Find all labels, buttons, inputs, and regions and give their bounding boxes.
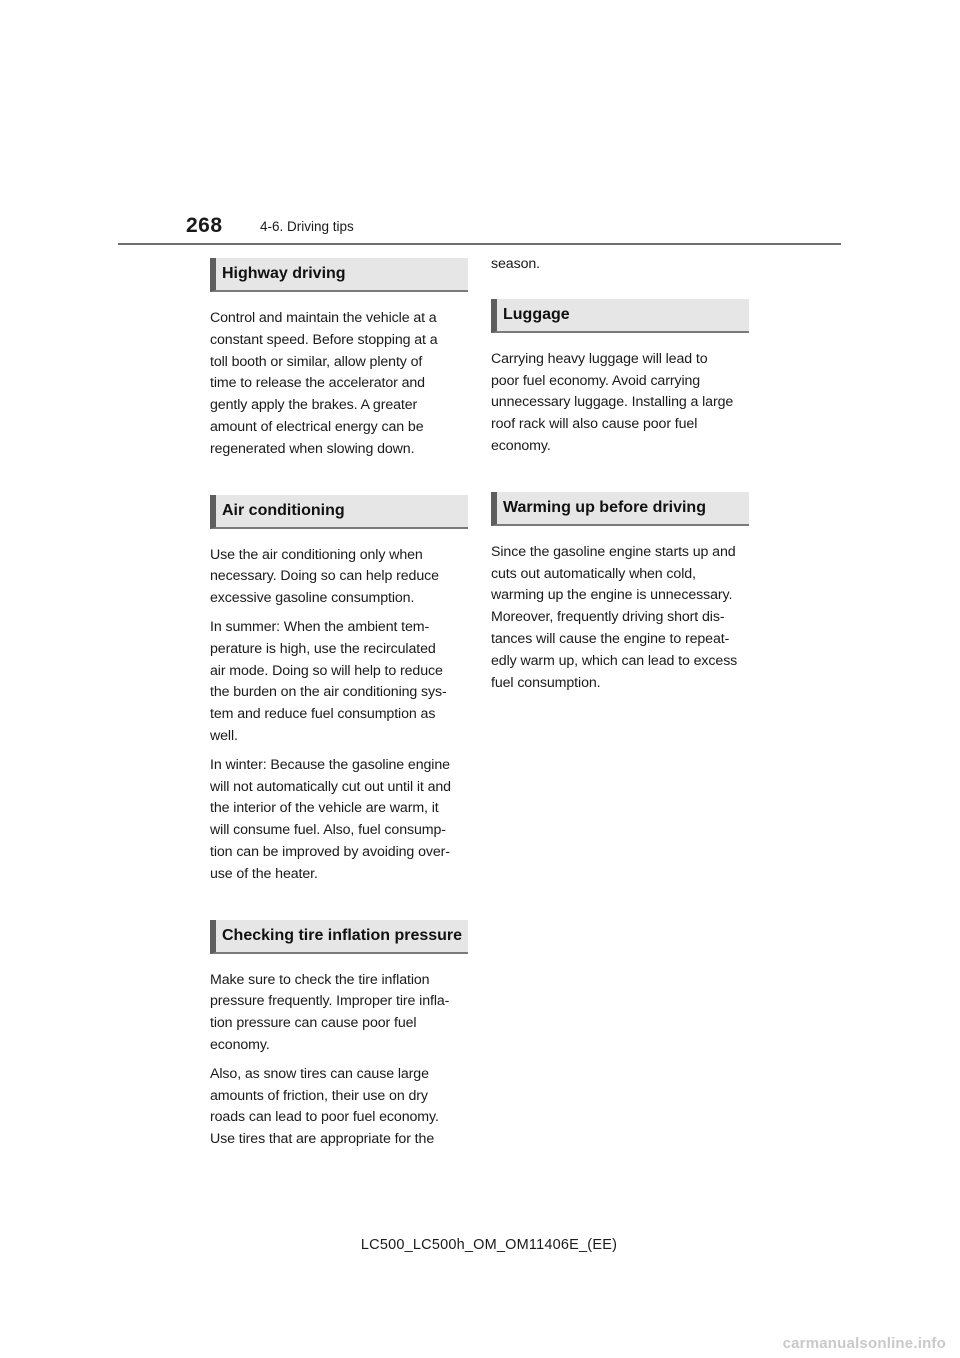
text-line: poor fuel economy. Avoid carrying [491, 372, 701, 389]
chapter-title: 4-6. Driving tips [260, 219, 354, 234]
text-line: roads can lead to poor fuel economy. [210, 1109, 439, 1126]
text-line: amounts of friction, their use on dry [210, 1087, 428, 1104]
text-line: gently apply the brakes. A greater [210, 397, 418, 414]
paragraph-warming-up [491, 542, 749, 695]
text-line: tances will cause the engine to repeat- [491, 630, 730, 647]
watermark: carmanualsonline.info [782, 1335, 946, 1352]
heading-text: Luggage [503, 305, 570, 323]
manual-code-footer: LC500_LC500h_OM_OM11406E_(EE) [360, 1237, 618, 1253]
paragraph-luggage [491, 349, 749, 458]
text-line: tem and reduce fuel consumption as [210, 706, 436, 723]
paragraph-tire-inflation-2 [210, 1064, 468, 1151]
paragraph-highway-driving [210, 308, 468, 461]
heading-text: Highway driving [222, 265, 346, 282]
page-number: 268 [186, 214, 223, 237]
text-line: well. [210, 727, 238, 744]
text-line: In summer: When the ambient tem- [210, 618, 430, 635]
text-line: perature is high, use the recirculated [210, 640, 436, 657]
text-line: Use tires that are appropriate for the [210, 1131, 435, 1148]
section-heading-luggage [491, 299, 749, 333]
text-line: time to release the accelerator and [210, 375, 425, 392]
heading-text: Checking tire inflation pressure [222, 926, 463, 944]
text-line: will consume fuel. Also, fuel consump- [210, 822, 446, 839]
section-heading-warming-up [491, 492, 749, 526]
text-line: Moreover, frequently driving short dis- [491, 609, 725, 626]
text-line: pressure frequently. Improper tire infla- [210, 993, 450, 1010]
header-rule [118, 243, 841, 245]
text-line: Make sure to check the tire inflation [210, 971, 430, 988]
text-line: economy. [491, 437, 551, 454]
left-column [210, 258, 468, 1151]
text-line: Carrying heavy luggage will lead to [491, 350, 708, 367]
right-column [491, 254, 749, 694]
text-line: use of the heater. [210, 865, 318, 882]
text-line: economy. [210, 1036, 270, 1053]
text-line: regenerated when slowing down. [210, 440, 415, 457]
text-line: In winter: Because the gasoline engine [210, 756, 450, 773]
paragraph-air-conditioning-summer [210, 617, 468, 748]
text-line: edly warm up, which can lead to excess [491, 652, 738, 669]
paragraph-continuation: season. [491, 256, 540, 272]
paragraph-air-conditioning-1 [210, 545, 468, 610]
text-line: amount of electrical energy can be [210, 418, 424, 435]
text-line: tion pressure can cause poor fuel [210, 1015, 417, 1032]
text-line: Control and maintain the vehicle at a [210, 310, 437, 326]
paragraph-air-conditioning-winter [210, 755, 468, 886]
text-line: warming up the engine is unnecessary. [491, 587, 733, 604]
text-line: Since the gasoline engine starts up and [491, 543, 736, 560]
text-line: the interior of the vehicle are warm, it [210, 800, 439, 817]
text-line: roof rack will also cause poor fuel [491, 416, 698, 433]
text-line: necessary. Doing so can help reduce [210, 568, 439, 585]
text-line: excessive gasoline consumption. [210, 590, 415, 607]
text-line: unnecessary luggage. Installing a large [491, 394, 734, 411]
section-heading-highway-driving [210, 258, 468, 292]
text-line: cuts out automatically when cold, [491, 565, 696, 582]
text-line: fuel consumption. [491, 674, 601, 691]
text-line: tion can be improved by avoiding over- [210, 843, 450, 860]
text-line: Use the air conditioning only when [210, 546, 423, 563]
heading-text: Warming up before driving [503, 498, 706, 516]
text-line: the burden on the air conditioning sys- [210, 684, 447, 701]
paragraph-tire-inflation-1 [210, 970, 468, 1057]
text-line: Also, as snow tires can cause large [210, 1065, 429, 1082]
section-heading-tire-inflation [210, 920, 468, 954]
section-heading-air-conditioning [210, 495, 468, 529]
heading-text: Air conditioning [222, 501, 345, 519]
text-line: air mode. Doing so will help to reduce [210, 662, 443, 679]
text-line: constant speed. Before stopping at a [210, 331, 438, 348]
text-line: toll booth or similar, allow plenty of [210, 353, 423, 370]
text-line: will not automatically cut out until it and [210, 778, 451, 795]
